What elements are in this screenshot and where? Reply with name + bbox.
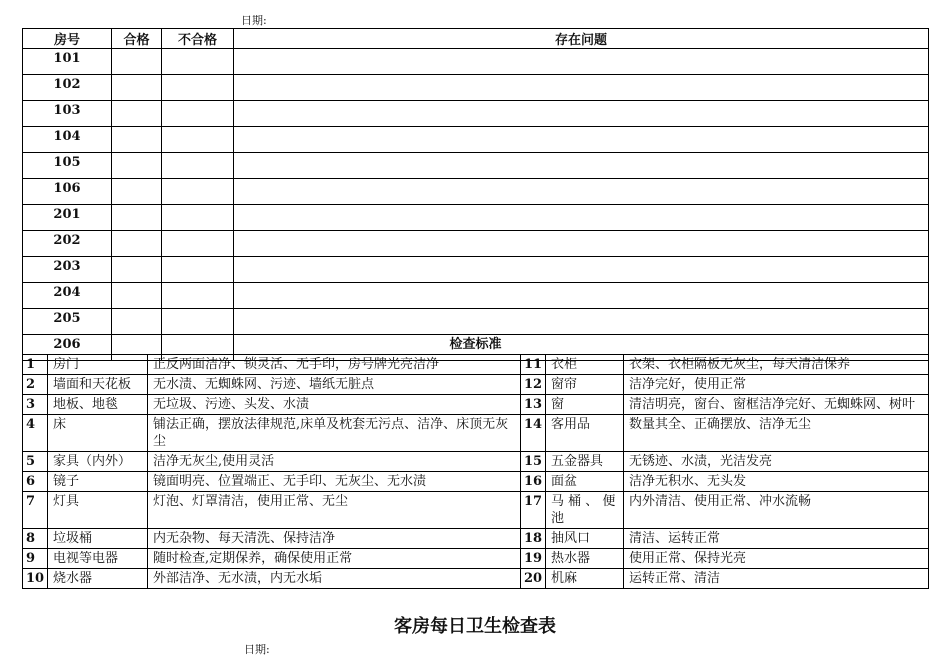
standard-item: 抽风口 — [546, 529, 624, 549]
table-row — [23, 355, 929, 375]
standard-number: 19 — [521, 549, 546, 569]
room-number: 104 — [23, 127, 112, 153]
room-number: 106 — [23, 179, 112, 205]
standard-criteria: 运转正常、清洁 — [624, 569, 929, 589]
standard-criteria: 外部洁净、无水渍，内无水垢 — [148, 569, 521, 589]
pass-cell[interactable] — [112, 101, 162, 127]
issues-cell[interactable] — [234, 49, 929, 75]
pass-cell[interactable] — [112, 75, 162, 101]
standard-number: 7 — [23, 492, 48, 529]
standard-number: 10 — [23, 569, 48, 589]
fail-cell[interactable] — [162, 179, 234, 205]
standard-item: 机麻 — [546, 569, 624, 589]
col-pass-header: 合格 — [112, 29, 162, 49]
room-number: 102 — [23, 75, 112, 101]
issues-cell[interactable] — [234, 309, 929, 335]
standard-criteria: 数量其全、正确摆放、洁净无尘 — [624, 415, 929, 452]
standard-item: 电视等电器 — [48, 549, 148, 569]
standard-number: 18 — [521, 529, 546, 549]
issues-cell[interactable] — [234, 231, 929, 257]
table-row — [23, 205, 929, 231]
table-row — [23, 309, 929, 335]
col-issues-header: 存在问题 — [234, 29, 929, 49]
table-row — [23, 529, 929, 549]
table-row — [23, 415, 929, 452]
standard-criteria: 洁净无灰尘,使用灵活 — [148, 452, 521, 472]
standard-criteria: 无锈迹、水渍，光洁发亮 — [624, 452, 929, 472]
issues-cell[interactable] — [234, 101, 929, 127]
table-row — [23, 549, 929, 569]
standard-criteria: 铺法正确，摆放法律规范,床单及枕套无污点、洁净、床顶无灰尘 — [148, 415, 521, 452]
pass-cell[interactable] — [112, 231, 162, 257]
standard-number: 3 — [23, 395, 48, 415]
table-row — [23, 153, 929, 179]
standard-item: 墙面和天花板 — [48, 375, 148, 395]
standard-criteria: 内外清洁、使用正常、冲水流畅 — [624, 492, 929, 529]
fail-cell[interactable] — [162, 257, 234, 283]
standard-number: 14 — [521, 415, 546, 452]
table-row — [23, 472, 929, 492]
standard-criteria: 洁净完好，使用正常 — [624, 375, 929, 395]
standard-number: 6 — [23, 472, 48, 492]
standard-number: 17 — [521, 492, 546, 529]
standard-item: 烧水器 — [48, 569, 148, 589]
standard-item: 热水器 — [546, 549, 624, 569]
table-row — [23, 257, 929, 283]
room-number: 202 — [23, 231, 112, 257]
room-number: 101 — [23, 49, 112, 75]
table-row — [23, 569, 929, 589]
standard-number: 8 — [23, 529, 48, 549]
room-number: 103 — [23, 101, 112, 127]
col-fail-header: 不合格 — [162, 29, 234, 49]
standard-number: 13 — [521, 395, 546, 415]
pass-cell[interactable] — [112, 309, 162, 335]
standard-item: 窗 — [546, 395, 624, 415]
table-row — [23, 127, 929, 153]
fail-cell[interactable] — [162, 101, 234, 127]
standard-criteria: 灯泡、灯罩清洁，使用正常、无尘 — [148, 492, 521, 529]
room-table-header — [23, 29, 929, 49]
fail-cell[interactable] — [162, 153, 234, 179]
standards-table — [22, 334, 929, 589]
table-row — [23, 101, 929, 127]
fail-cell[interactable] — [162, 309, 234, 335]
standard-number: 4 — [23, 415, 48, 452]
room-number: 105 — [23, 153, 112, 179]
standard-number: 12 — [521, 375, 546, 395]
standard-number: 15 — [521, 452, 546, 472]
pass-cell[interactable] — [112, 205, 162, 231]
room-number: 205 — [23, 309, 112, 335]
standard-criteria: 镜面明亮、位置端正、无手印、无灰尘、无水渍 — [148, 472, 521, 492]
standard-item: 面盆 — [546, 472, 624, 492]
standard-number: 11 — [521, 355, 546, 375]
pass-cell[interactable] — [112, 179, 162, 205]
room-check-table — [22, 28, 929, 361]
standard-item: 家具（内外） — [48, 452, 148, 472]
standard-number: 5 — [23, 452, 48, 472]
table-row — [23, 179, 929, 205]
standard-item: 灯具 — [48, 492, 148, 529]
standard-item: 垃圾桶 — [48, 529, 148, 549]
fail-cell[interactable] — [162, 231, 234, 257]
standard-criteria: 衣架、衣柜隔板无灰尘，每天清洁保养 — [624, 355, 929, 375]
pass-cell[interactable] — [112, 153, 162, 179]
room-number: 206 — [23, 335, 112, 361]
standards-heading-row — [23, 335, 929, 355]
standard-item: 床 — [48, 415, 148, 452]
standard-criteria: 清洁明亮，窗台、窗框洁净完好、无蜘蛛网、树叶 — [624, 395, 929, 415]
standard-number: 2 — [23, 375, 48, 395]
standard-item: 窗帘 — [546, 375, 624, 395]
table-row — [23, 231, 929, 257]
pass-cell[interactable] — [112, 257, 162, 283]
pass-cell[interactable] — [112, 49, 162, 75]
fail-cell[interactable] — [162, 205, 234, 231]
standard-item: 房门 — [48, 355, 148, 375]
standard-item: 镜子 — [48, 472, 148, 492]
standards-heading: 检查标准 — [23, 335, 929, 355]
room-number: 203 — [23, 257, 112, 283]
table-row — [23, 283, 929, 309]
standard-item: 地板、地毯 — [48, 395, 148, 415]
fail-cell[interactable] — [162, 127, 234, 153]
table-row — [23, 395, 929, 415]
fail-cell[interactable] — [162, 283, 234, 309]
issues-cell[interactable] — [234, 179, 929, 205]
standard-criteria: 无垃圾、污迹、头发、水渍 — [148, 395, 521, 415]
fail-cell[interactable] — [162, 75, 234, 101]
table-row — [23, 492, 929, 529]
standard-criteria: 使用正常、保持光亮 — [624, 549, 929, 569]
standard-item: 衣柜 — [546, 355, 624, 375]
date-label-bottom: 日期: — [244, 643, 270, 656]
standard-criteria: 清洁、运转正常 — [624, 529, 929, 549]
issues-cell[interactable] — [234, 205, 929, 231]
issues-cell[interactable] — [234, 257, 929, 283]
table-row — [23, 75, 929, 101]
issues-cell[interactable] — [234, 153, 929, 179]
standard-criteria: 正反两面洁净、锁灵活、无手印，房号牌光亮洁净 — [148, 355, 521, 375]
page-title: 客房每日卫生检查表 — [394, 616, 556, 637]
table-row — [23, 452, 929, 472]
room-number: 201 — [23, 205, 112, 231]
standard-number: 16 — [521, 472, 546, 492]
issues-cell[interactable] — [234, 283, 929, 309]
standard-item: 马 桶 、 便池 — [546, 492, 624, 529]
date-label-top: 日期: — [241, 14, 267, 27]
standard-criteria: 随时检查,定期保养，确保使用正常 — [148, 549, 521, 569]
pass-cell[interactable] — [112, 127, 162, 153]
table-row — [23, 49, 929, 75]
standard-item: 客用品 — [546, 415, 624, 452]
standard-number: 1 — [23, 355, 48, 375]
col-room-header: 房号 — [23, 29, 112, 49]
standard-criteria: 内无杂物、每天清洗、保持洁净 — [148, 529, 521, 549]
issues-cell[interactable] — [234, 75, 929, 101]
standard-number: 20 — [521, 569, 546, 589]
issues-cell[interactable] — [234, 127, 929, 153]
room-number: 204 — [23, 283, 112, 309]
standard-item: 五金器具 — [546, 452, 624, 472]
standard-number: 9 — [23, 549, 48, 569]
fail-cell[interactable] — [162, 49, 234, 75]
standard-criteria: 无水渍、无蜘蛛网、污迹、墙纸无脏点 — [148, 375, 521, 395]
table-row — [23, 375, 929, 395]
standard-criteria: 洁净无积水、无头发 — [624, 472, 929, 492]
pass-cell[interactable] — [112, 283, 162, 309]
